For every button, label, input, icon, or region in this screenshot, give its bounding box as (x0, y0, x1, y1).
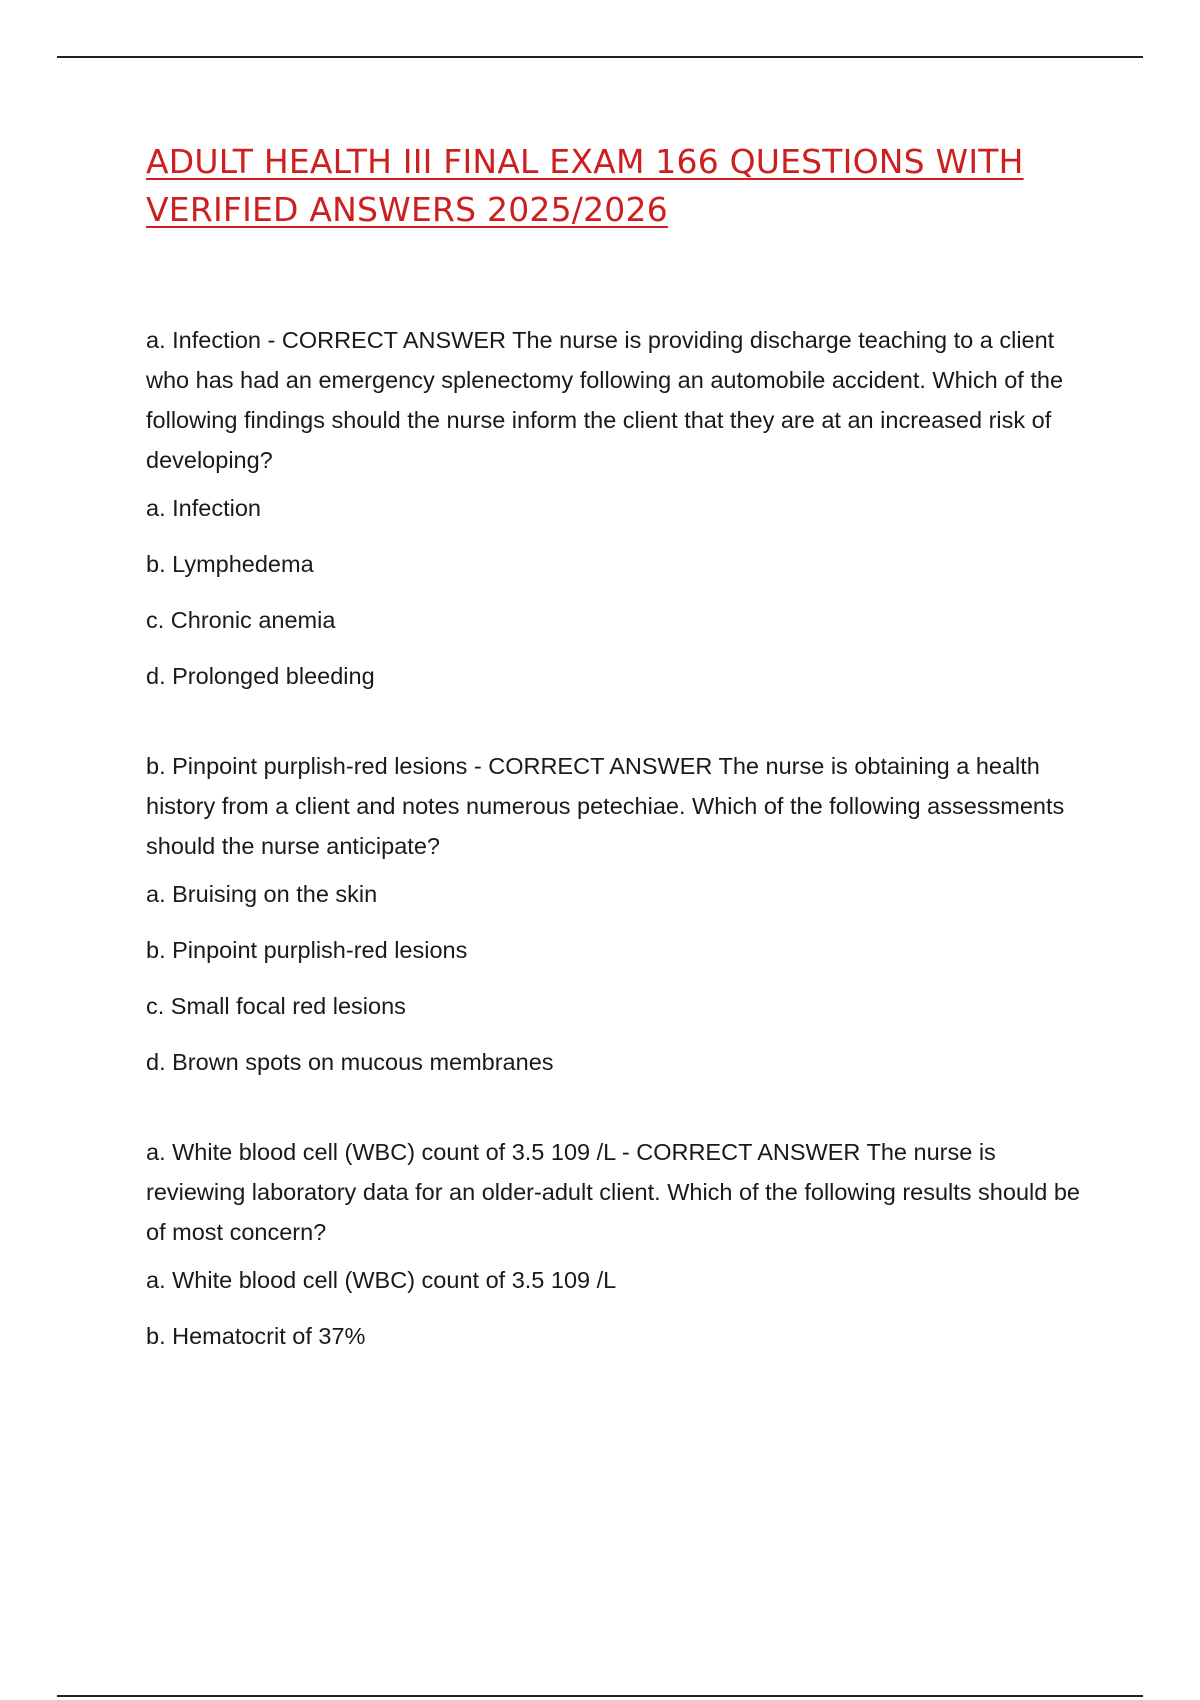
question-block (146, 746, 1086, 1080)
question-text: b. Pinpoint purplish-red lesions - CORRECT ANSWER The nurse is obtaining a health history from a client and notes numerous petechiae. Which of the following assessments should the nurse anticipate? (146, 753, 1065, 859)
answer-options (146, 490, 1086, 694)
answer-option: b. Lymphedema (146, 551, 314, 577)
answer-options (146, 1262, 1086, 1354)
question-block (146, 1132, 1086, 1354)
answer-option: d. Prolonged bleeding (146, 663, 375, 689)
question-text: a. Infection - CORRECT ANSWER The nurse is providing discharge teaching to a client who has had an emergency splenectomy following an automobile accident. Which of the following findings should the nurse inform the client that they are at an increased risk of developing? (146, 327, 1064, 473)
question-text: a. White blood cell (WBC) count of 3.5 109 /L - CORRECT ANSWER The nurse is reviewing laboratory data for an older-adult client. Which of the following results should be of most concern? (146, 1139, 1080, 1245)
answer-option: a. White blood cell (WBC) count of 3.5 109 /L (146, 1267, 617, 1293)
document-title: ADULT HEALTH III FINAL EXAM 166 QUESTIONS WITH VERIFIED ANSWERS 2025/2026 (146, 142, 1024, 229)
bottom-rule (57, 1695, 1143, 1697)
question-block (146, 320, 1086, 694)
answer-option: b. Pinpoint purplish-red lesions (146, 937, 468, 963)
answer-option: d. Brown spots on mucous membranes (146, 1049, 554, 1075)
answer-option: b. Hematocrit of 37% (146, 1323, 366, 1349)
document-body (146, 138, 1086, 1406)
answer-option: a. Bruising on the skin (146, 881, 378, 907)
answer-option: a. Infection (146, 495, 261, 521)
top-rule (57, 56, 1143, 58)
answer-option: c. Small focal red lesions (146, 993, 406, 1019)
answer-option: c. Chronic anemia (146, 607, 336, 633)
answer-options (146, 876, 1086, 1080)
